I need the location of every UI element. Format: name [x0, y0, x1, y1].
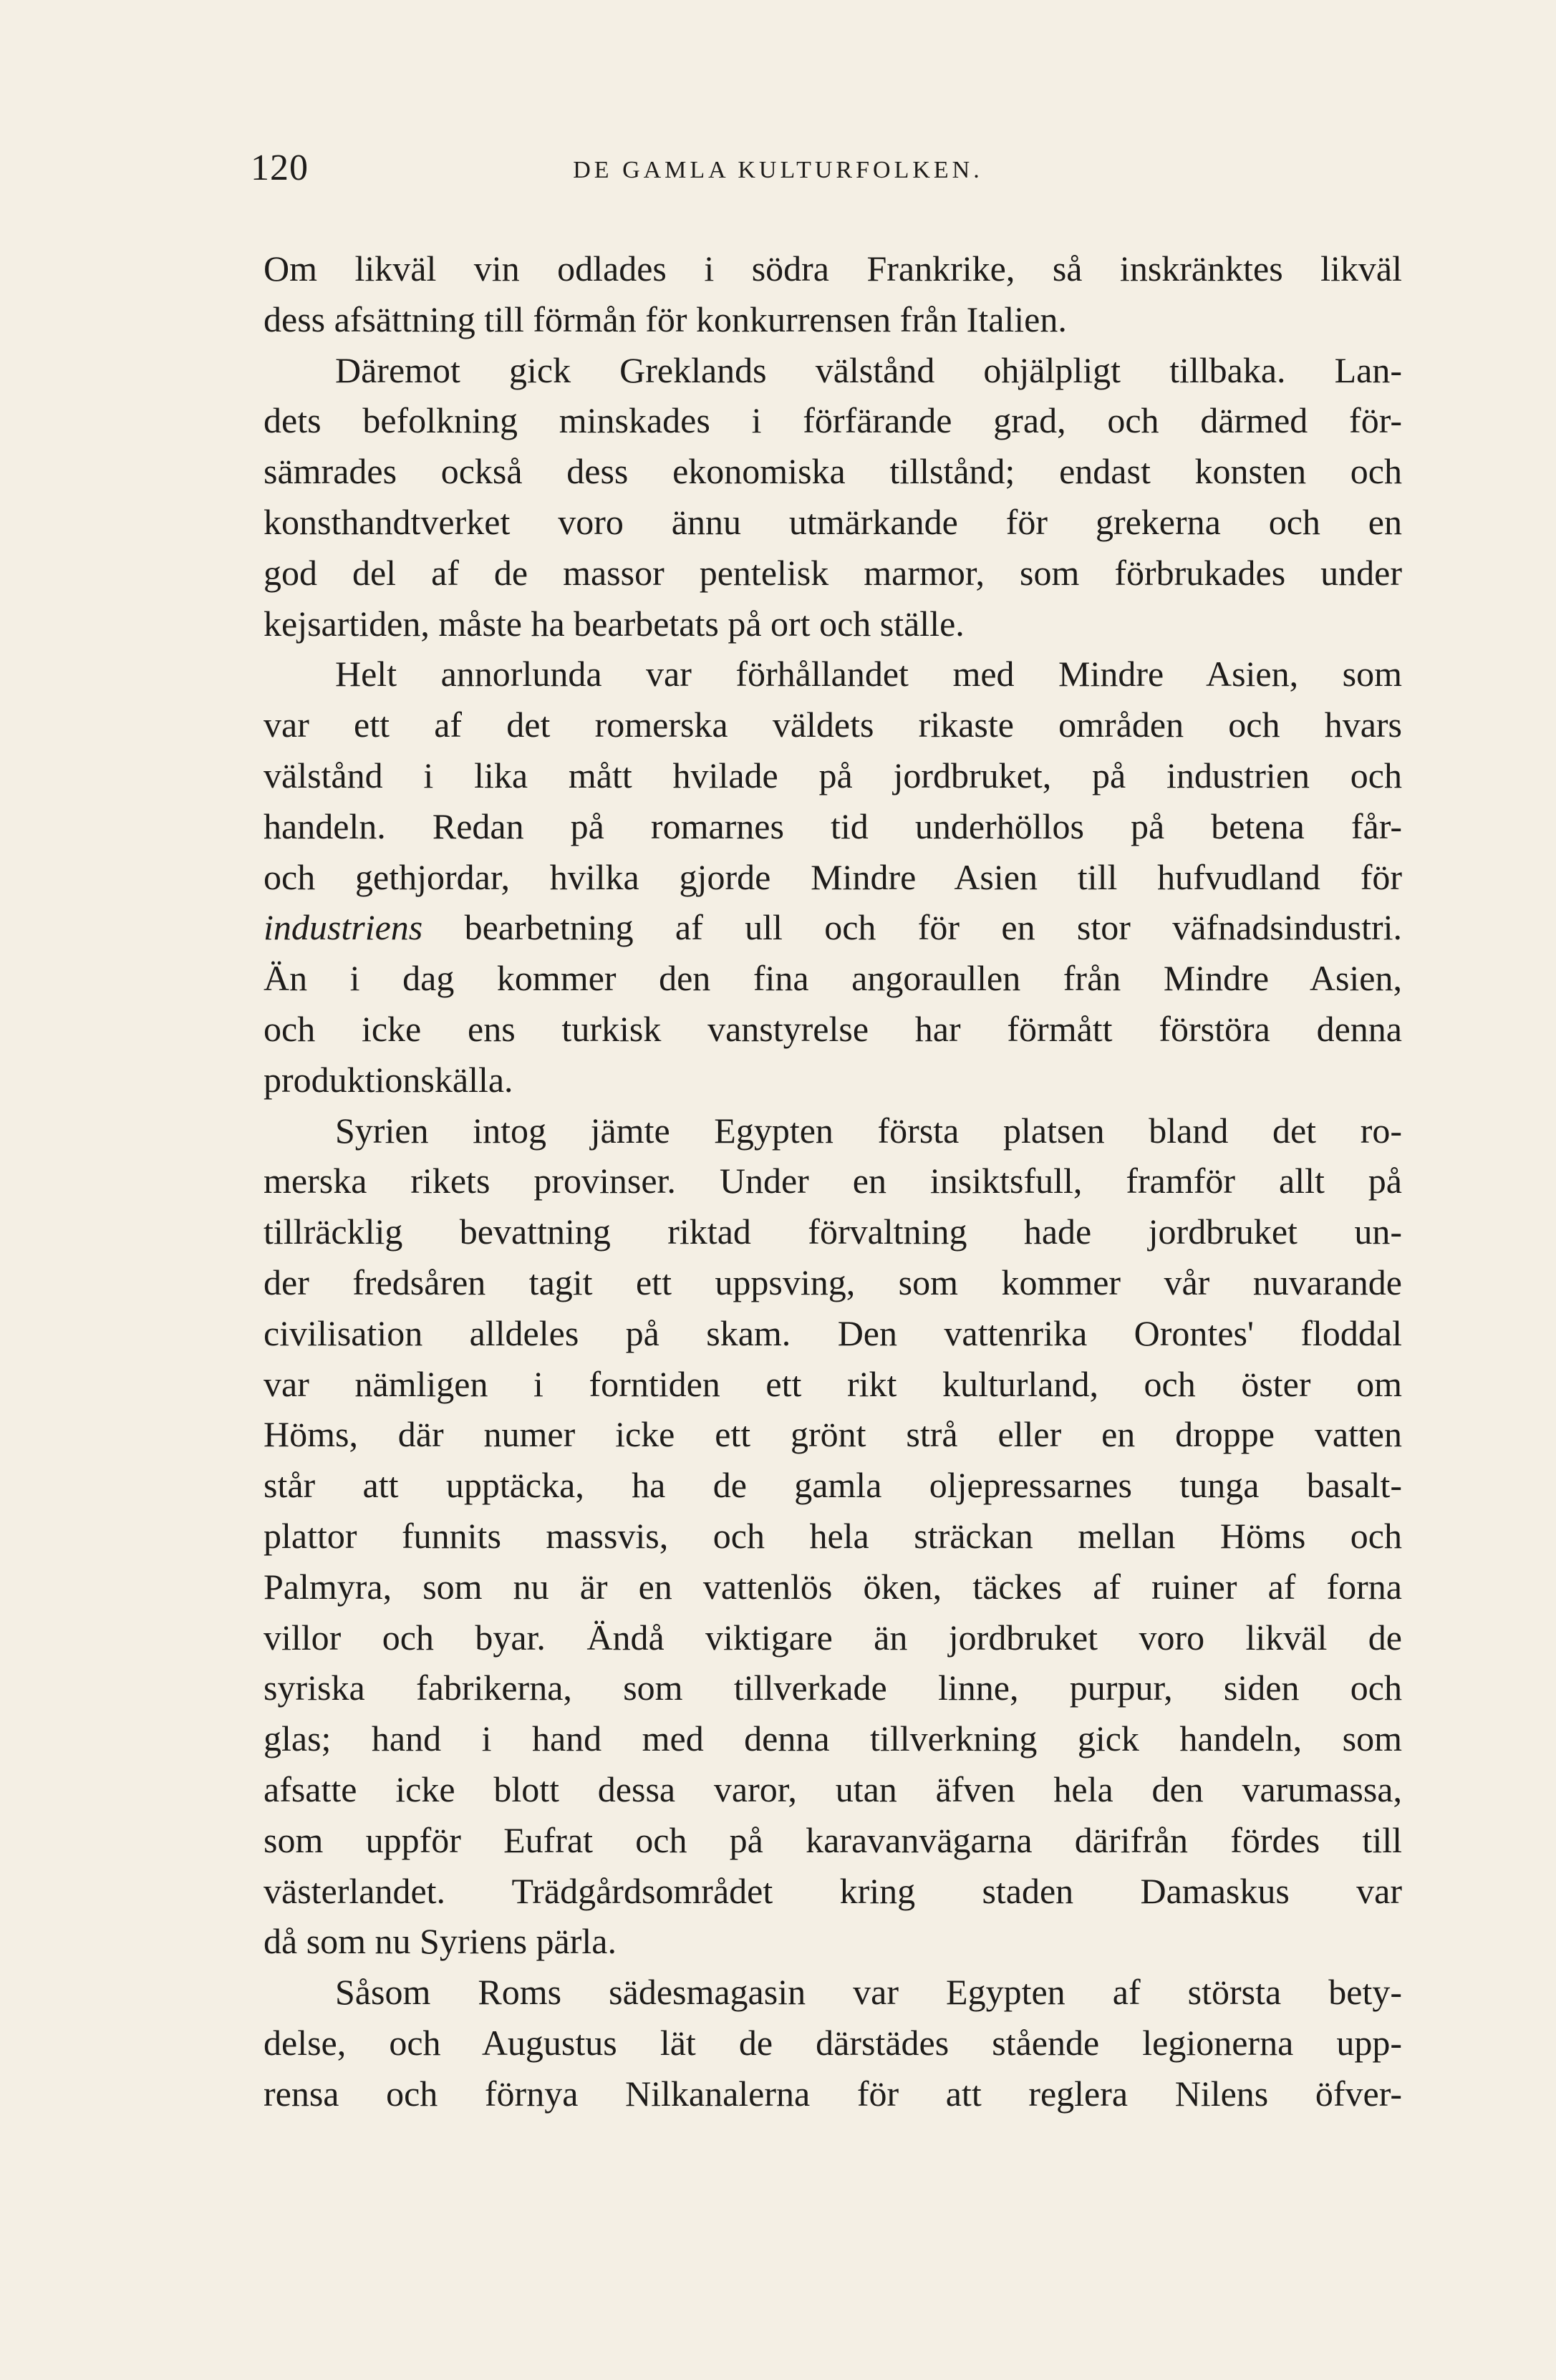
text-line: då som nu Syriens pärla.	[264, 1921, 617, 1962]
text-line: Däremot gick Greklands välstånd ohjälpligt tillbaka. Lan-	[335, 349, 1402, 390]
text-line: der fredsåren tagit ett uppsving, som kommer vår nuvarande	[264, 1262, 1402, 1302]
text-line: sämrades också dess ekonomiska tillstånd; endast konsten och	[264, 451, 1402, 492]
text-line: Höms, där numer icke ett grönt strå eller en droppe vatten	[264, 1414, 1402, 1455]
text-line: merska rikets provinser. Under en insiktsfull, framför allt på	[264, 1161, 1402, 1201]
body-text	[264, 243, 1402, 2119]
text-line: tillräcklig bevattning riktad förvaltning hade jordbruket un-	[264, 1211, 1402, 1252]
text-line: bearbetning af ull och för en stor väfnadsindustri.	[464, 907, 1403, 948]
text-line: och gethjordar, hvilka gjorde Mindre Asien till hufvudland för	[264, 856, 1402, 897]
text-line: syriska fabrikerna, som tillverkade linne, purpur, siden och	[264, 1668, 1402, 1708]
text-line: civilisation alldeles på skam. Den vattenrika Orontes' floddal	[264, 1312, 1402, 1353]
text-line: Om likväl vin odlades i södra Frankrike, så inskränktes likväl	[264, 248, 1402, 289]
text-line: Palmyra, som nu är en vattenlös öken, täckes af ruiner af forna	[264, 1566, 1402, 1607]
text-line: konsthandtverket voro ännu utmärkande för grekerna och en	[264, 501, 1402, 542]
text-line: produktionskälla.	[264, 1059, 513, 1100]
italic-word: industriens	[264, 907, 423, 948]
text-line: välstånd i lika mått hvilade på jordbruket, på industrien och	[264, 755, 1402, 795]
page-number: 120	[251, 147, 309, 188]
page-header	[0, 147, 1556, 204]
text-line: handeln. Redan på romarnes tid underhöllos på betena får-	[264, 806, 1402, 846]
text-line: afsatte icke blott dessa varor, utan äfven hela den varumassa,	[264, 1769, 1402, 1809]
text-line: dess afsättning till förmån för konkurrensen från Italien.	[264, 299, 1067, 339]
text-line: rensa och förnya Nilkanalerna för att reglera Nilens öfver-	[264, 2073, 1402, 2114]
text-line: och icke ens turkisk vanstyrelse har förmått förstöra denna	[264, 1008, 1402, 1049]
text-line: västerlandet. Trädgårdsområdet kring staden Damaskus var	[264, 1870, 1402, 1911]
text-line: plattor funnits massvis, och hela sträckan mellan Höms och	[264, 1515, 1402, 1556]
text-line: Helt annorlunda var förhållandet med Mindre Asien, som	[335, 654, 1402, 695]
text-line: står att upptäcka, ha de gamla oljepressarnes tunga basalt-	[264, 1465, 1402, 1506]
text-line: glas; hand i hand med denna tillverkning gick handeln, som	[264, 1718, 1402, 1759]
text-line: var ett af det romerska väldets rikaste områden och hvars	[264, 705, 1402, 745]
text-line: som uppför Eufrat och på karavanvägarna därifrån fördes till	[264, 1819, 1402, 1860]
text-line: god del af de massor pentelisk marmor, som förbrukades under	[264, 552, 1402, 593]
running-head: DE GAMLA KULTURFOLKEN.	[573, 157, 983, 183]
text-line: Än i dag kommer den fina angoraullen från Mindre Asien,	[264, 958, 1402, 999]
text-line: villor och byar. Ändå viktigare än jordbruket voro likväl de	[264, 1617, 1402, 1658]
text-line: var nämligen i forntiden ett rikt kulturland, och öster om	[264, 1363, 1402, 1404]
text-line-with-italic	[264, 902, 1402, 953]
text-line: Syrien intog jämte Egypten första platsen bland det ro-	[335, 1110, 1402, 1151]
text-line: dets befolkning minskades i förfärande grad, och därmed för-	[264, 400, 1402, 441]
text-line: Såsom Roms sädesmagasin var Egypten af största bety-	[335, 1972, 1402, 2013]
text-line: kejsartiden, måste ha bearbetats på ort och ställe.	[264, 603, 965, 644]
text-line: delse, och Augustus lät de därstädes stående legionerna upp-	[264, 2022, 1402, 2063]
